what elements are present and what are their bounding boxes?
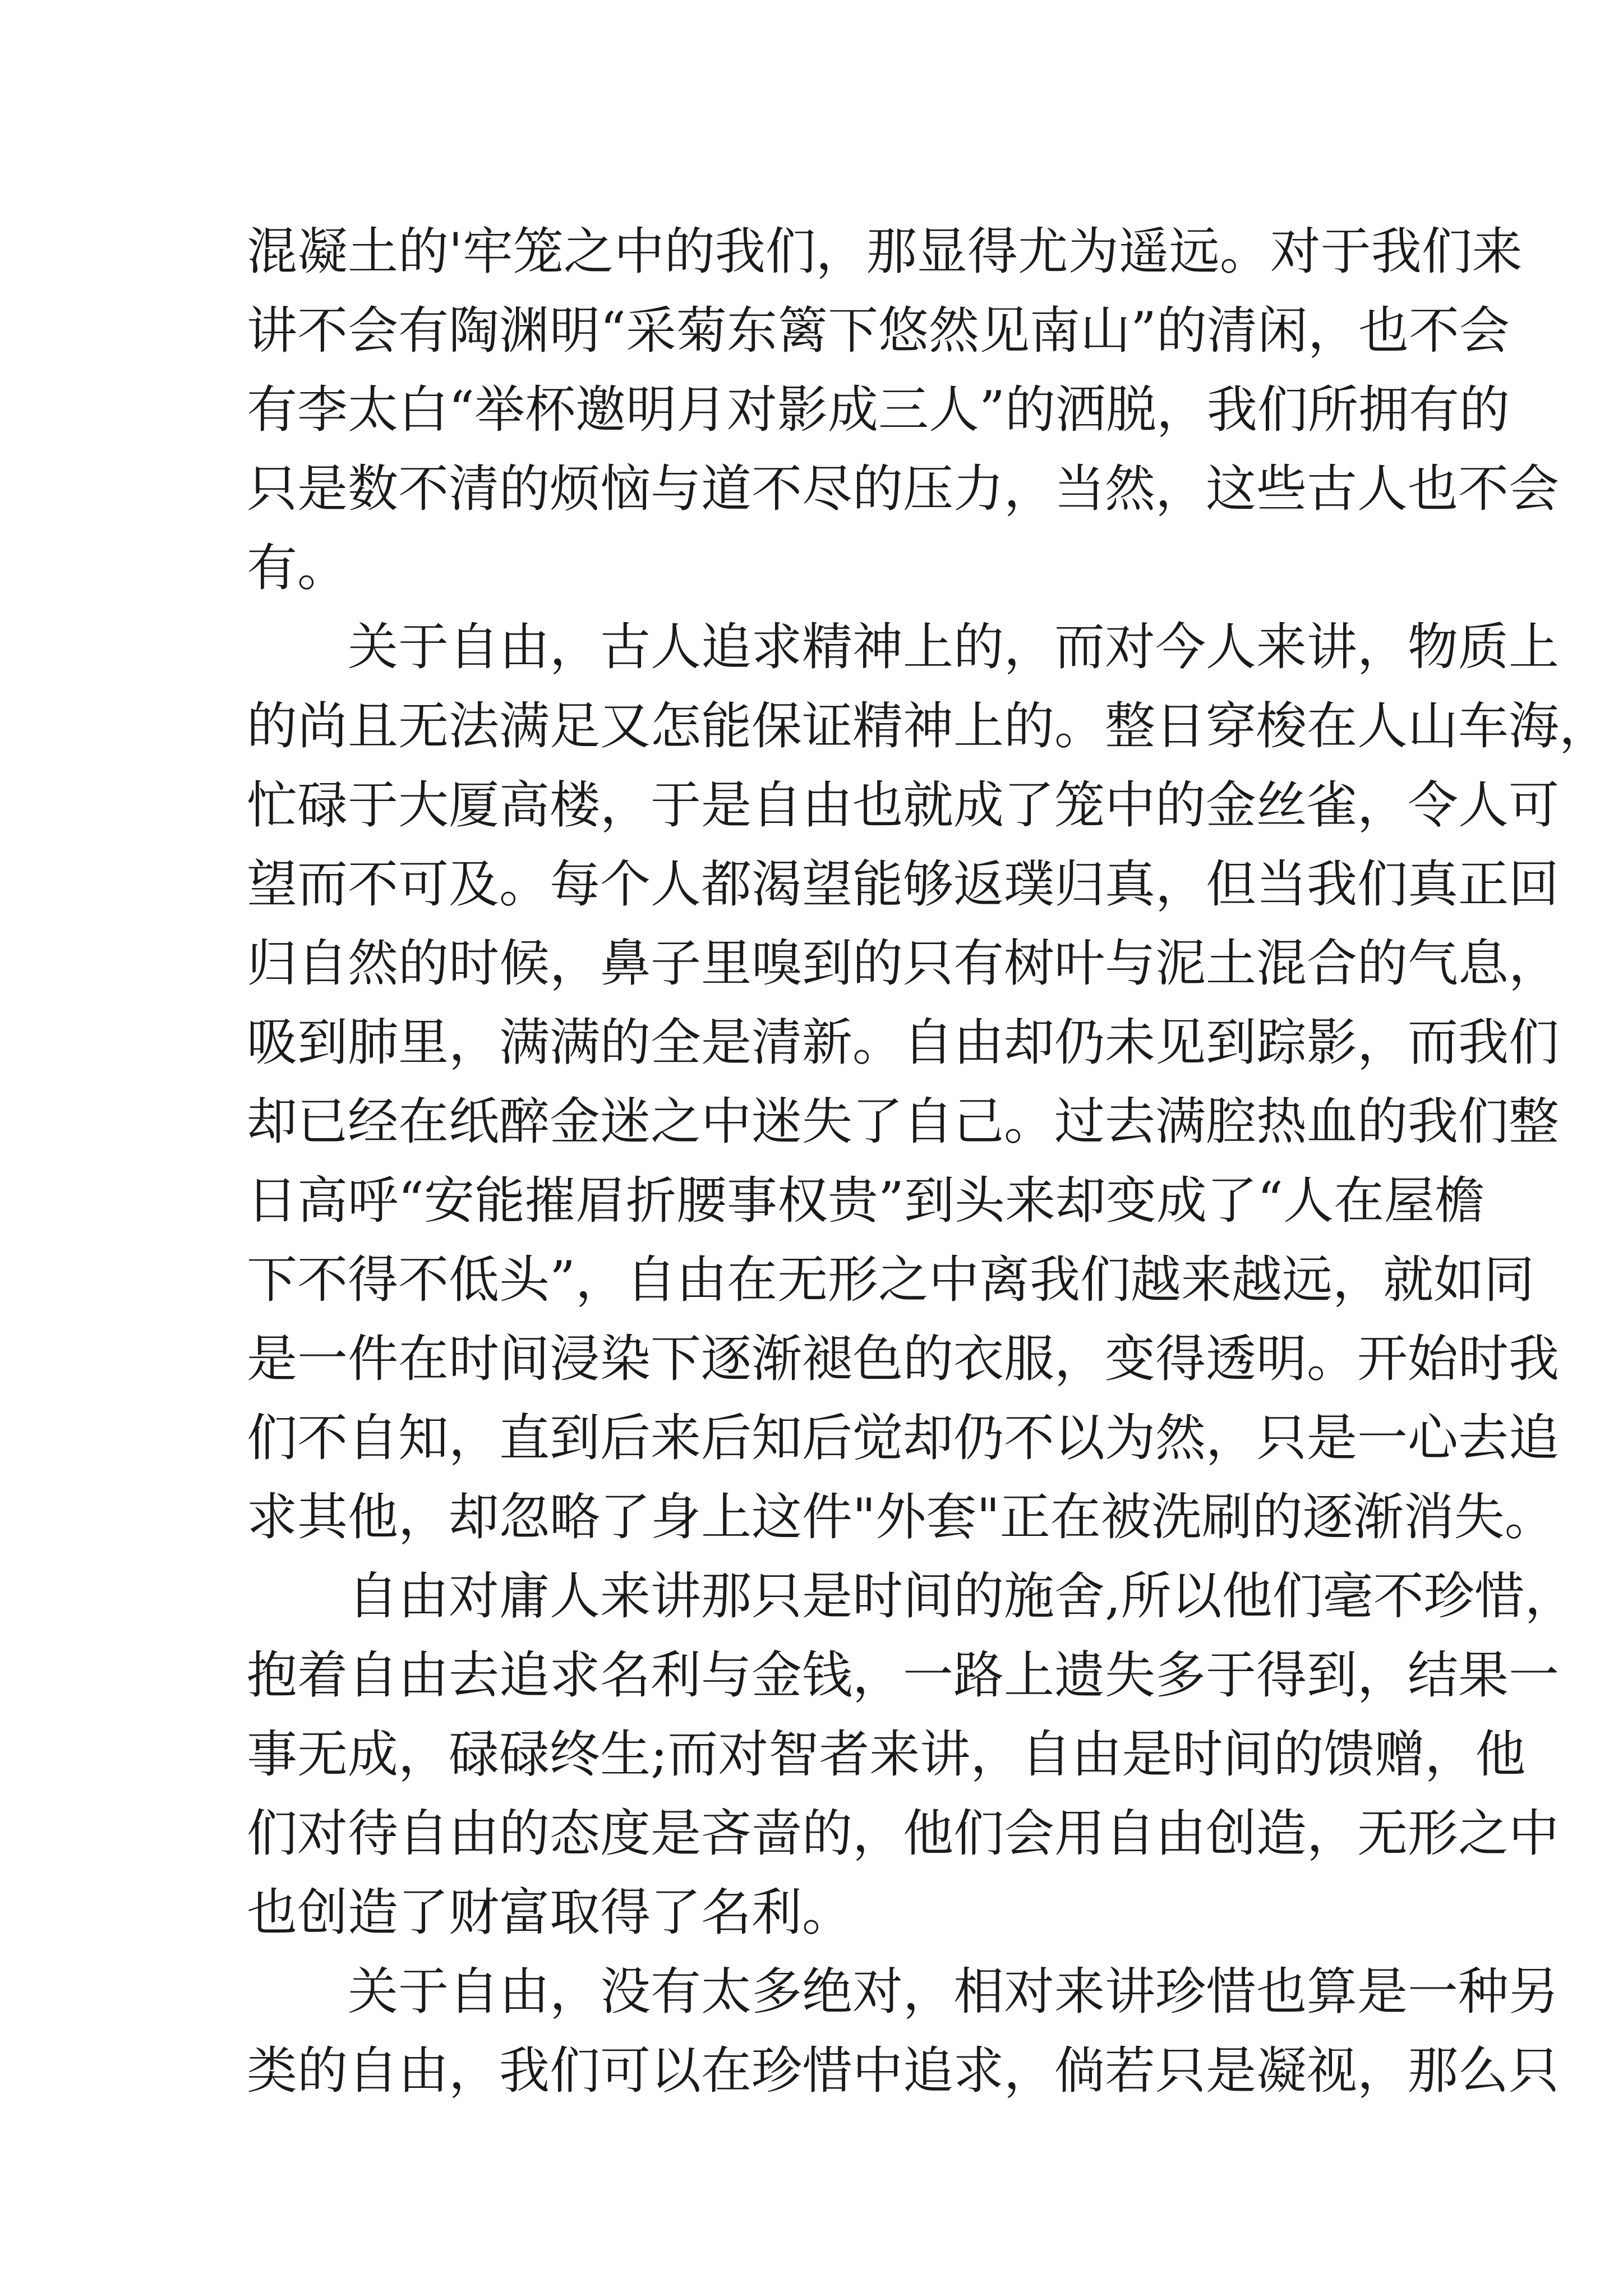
text-line: 关于自由，古人追求精神上的，而对今人来讲，物质上 (348, 618, 1559, 677)
text-line: 是一件在时间浸染下逐渐褪色的衣服，变得透明。开始时我 (247, 1329, 1559, 1388)
text-line: 抱着自由去追求名利与金钱，一路上遗失多于得到，结果一 (247, 1646, 1559, 1705)
text-line: 也创造了财富取得了名利。 (247, 1883, 852, 1942)
text-line: 混凝土的'牢笼之中的我们，那显得尤为遥远。对于我们来 (247, 222, 1523, 281)
essay-text-block (247, 212, 1610, 2110)
text-line: 的尚且无法满足又怎能保证精神上的。整日穿梭在人山车海， (247, 697, 1610, 756)
text-line: 关于自由，没有太多绝对，相对来讲珍惜也算是一种另 (348, 1962, 1559, 2021)
text-line: 自由对庸人来讲那只是时间的施舍,所以他们毫不珍惜， (348, 1567, 1575, 1626)
text-line: 吸到肺里，满满的全是清新。自由却仍未见到踪影，而我们 (247, 1013, 1559, 1072)
text-line: 下不得不低头”，自由在无形之中离我们越来越远，就如同 (247, 1250, 1535, 1309)
text-line: 忙碌于大厦高楼，于是自由也就成了笼中的金丝雀，令人可 (247, 776, 1559, 835)
text-line: 望而不可及。每个人都渴望能够返璞归真，但当我们真正回 (247, 855, 1559, 914)
text-line: 有。 (247, 539, 348, 597)
text-line: 却已经在纸醉金迷之中迷失了自己。过去满腔热血的我们整 (247, 1092, 1559, 1151)
text-line: 讲不会有陶渊明“采菊东篱下悠然见南山”的清闲，也不会 (247, 301, 1510, 360)
text-line: 日高呼“安能摧眉折腰事权贵”到头来却变成了“人在屋檐 (247, 1171, 1486, 1230)
text-line: 类的自由，我们可以在珍惜中追求，倘若只是凝视，那么只 (247, 2041, 1559, 2100)
text-line: 只是数不清的烦恼与道不尽的压力，当然，这些古人也不会 (247, 459, 1559, 518)
text-line: 求其他，却忽略了身上这件"外套"正在被洗刷的逐渐消失。 (247, 1488, 1555, 1547)
text-line: 事无成，碌碌终生;而对智者来讲，自由是时间的馈赠，他 (247, 1725, 1526, 1784)
text-line: 有李太白“举杯邀明月对影成三人”的洒脱，我们所拥有的 (247, 380, 1510, 439)
text-line: 归自然的时候，鼻子里嗅到的只有树叶与泥土混合的气息， (247, 934, 1559, 993)
text-line: 们对待自由的态度是吝啬的，他们会用自由创造，无形之中 (247, 1804, 1559, 1863)
text-line: 们不自知，直到后来后知后觉却仍不以为然，只是一心去追 (247, 1409, 1559, 1467)
